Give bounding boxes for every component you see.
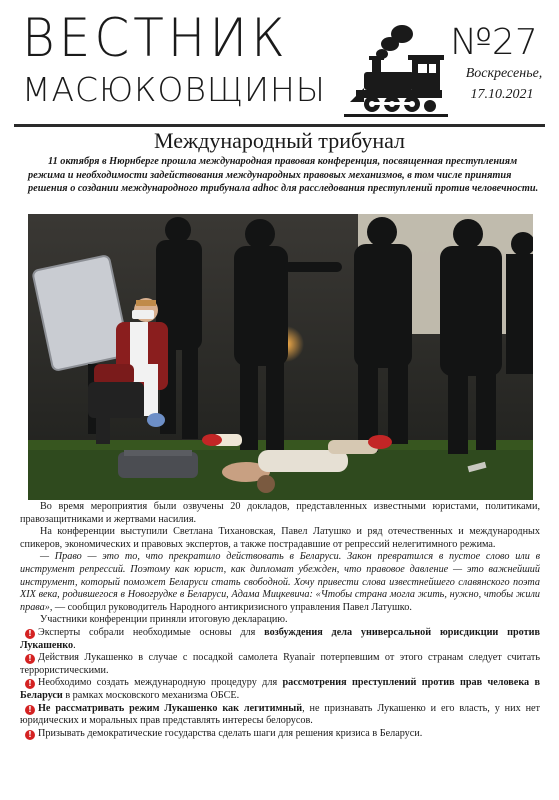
article-lead: 11 октября в Нюрнберге прошла международная правовая конференция, посвященная преступлениям режима и необходимости задействования международных правовых механизмов, в том числе принятия решения о создании международного трибунала adhoc для расследования преступлений против человечности. xyxy=(28,156,539,194)
news-photo xyxy=(28,214,533,500)
newspaper-title-line2: МАСЮКОВЩИНЫ xyxy=(22,70,326,109)
masthead xyxy=(0,0,559,122)
masthead-divider xyxy=(14,124,545,127)
exclamation-icon: ! xyxy=(25,730,35,740)
list-item: ! Призывать демократические государства сделать шаги для решения кризиса в Беларуси. xyxy=(20,728,540,741)
quote-text: — Право — это то, что прекратило действовать в Беларуси. Закон превратился в пустое слово или в инструмент репрессий. Поэтому как юрист, как дипломат убежден, что правовое давление — это важнейший инструмент, который поможет Беларуси стать свободной. Хочу привести слова известнейшего славянского поэта XIX века, родившегося в Новогрудке в Беларуси, Адама Мицкевича: «Чтобы страна могла жить, нужно, чтобы жили права», xyxy=(20,551,540,613)
exclamation-icon: ! xyxy=(25,679,35,689)
newspaper-title-line1: ВЕСТНИК xyxy=(22,7,289,69)
list-item: ! Не рассматривать режим Лукашенко как легитимный, не признавать Лукашенко и его власть, у них нет юридических и моральных прав представлять интересы белорусов. xyxy=(20,702,540,727)
list-item: ! Действия Лукашенко в случае с посадкой самолета Ryanair потерпевшим от этого странам следует считать террористическими. xyxy=(20,652,540,676)
list-item: ! Необходимо создать международную процедуру для рассмотрения преступлений против прав человека в Беларуси в рамках московского механизма ОБСЕ. xyxy=(20,677,540,701)
article-body xyxy=(20,501,540,740)
issue-number: №27 xyxy=(450,22,538,63)
paragraph: Во время мероприятия были озвучены 20 докладов, представленных известными юристами, политиками, правозащитниками и жертвами насилия. xyxy=(20,501,540,525)
article-headline: Международный трибунал xyxy=(153,128,406,153)
paragraph: На конференции выступили Светлана Тихановская, Павел Латушко и ряд отечественных и международных спикеров, экономических и правовых экспертов, а также пострадавшие от репрессий нелегитимного режима. xyxy=(20,526,540,550)
exclamation-icon: ! xyxy=(25,705,35,715)
steam-locomotive-icon xyxy=(342,22,448,120)
declaration-points xyxy=(20,627,540,740)
exclamation-icon: ! xyxy=(25,654,35,664)
exclamation-icon: ! xyxy=(25,629,35,639)
paragraph: Участники конференции приняли итоговую декларацию. xyxy=(40,614,288,626)
list-item: ! Эксперты собрали необходимые основы для возбуждения дела универсальной юрисдикции против Лукашенко. xyxy=(20,626,540,651)
quote-paragraph xyxy=(20,551,540,614)
issue-date: 17.10.2021 xyxy=(470,87,534,102)
quote-attribution: — сообщил руководитель Народного антикризисного управления Павел Латушко. xyxy=(52,601,412,613)
issue-day: Воскресенье, xyxy=(465,66,543,81)
